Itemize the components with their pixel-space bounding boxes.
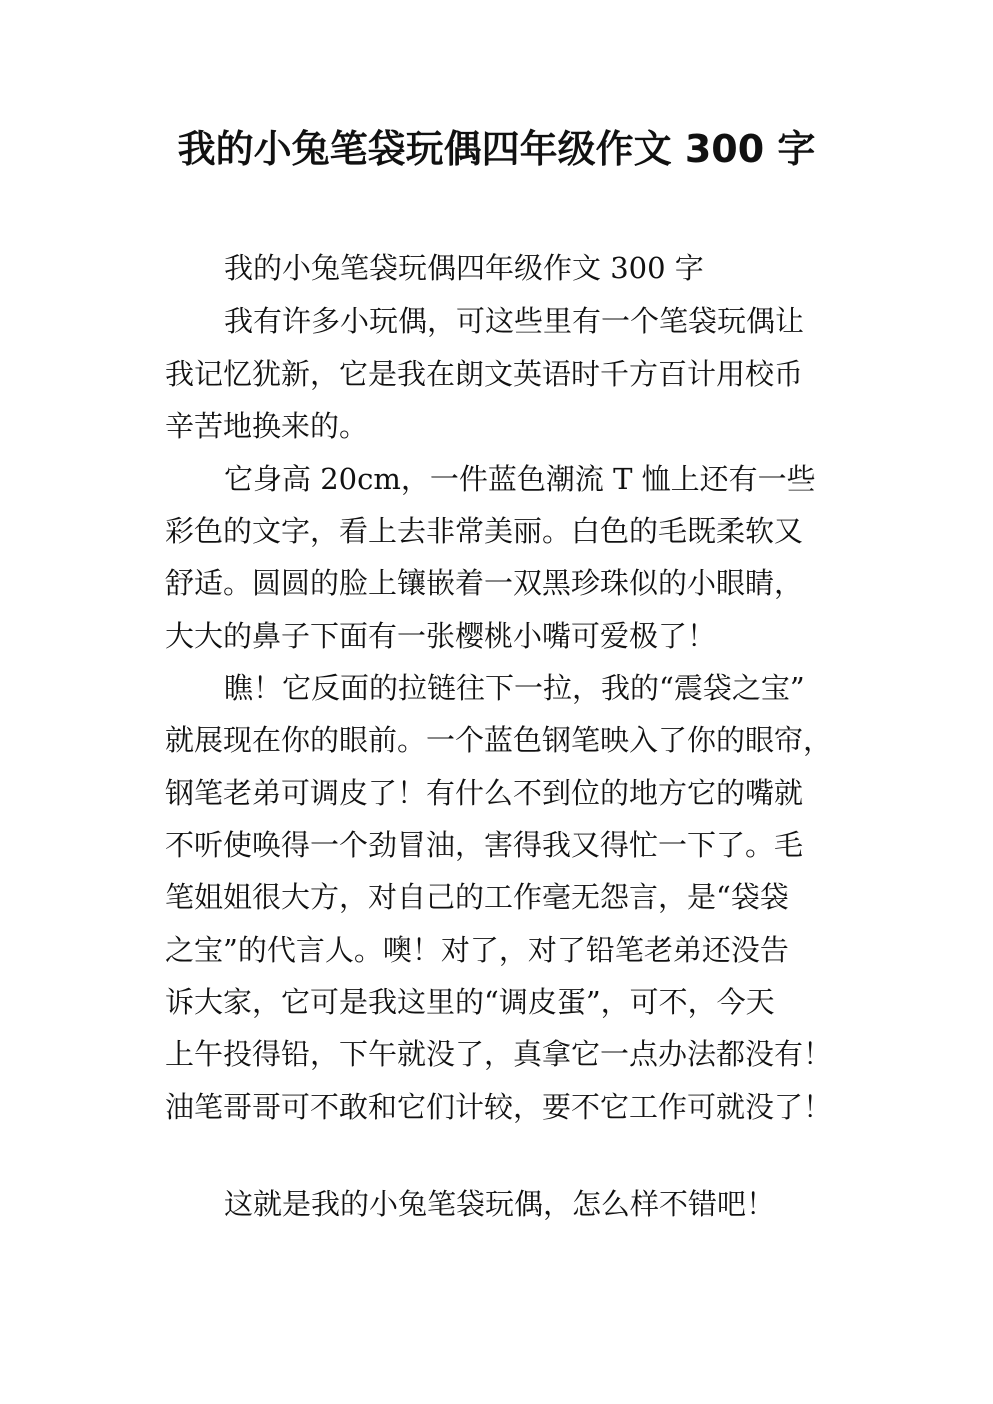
paragraph-3-line-3: 钢笔老弟可调皮了！有什么不到位的地方它的嘴就 bbox=[165, 776, 804, 810]
document-title: 我的小兔笔袋玩偶四年级作文 300 字 bbox=[177, 127, 816, 171]
paragraph-3-line-6: 之宝”的代言人。噢！对了，对了铅笔老弟还没告 bbox=[165, 933, 789, 967]
paragraph-1-line-1: 我有许多小玩偶，可这些里有一个笔袋玩偶让 bbox=[224, 304, 805, 338]
paragraph-3-line-1: 瞧！它反面的拉链往下一拉，我的“震袋之宝” bbox=[224, 671, 805, 705]
paragraph-3-line-9: 油笔哥哥可不敢和它们计较，要不它工作可就没了！ bbox=[165, 1090, 833, 1124]
paragraph-3-line-7: 诉大家，它可是我这里的“调皮蛋”，可不，今天 bbox=[165, 985, 775, 1019]
subtitle-line: 我的小兔笔袋玩偶四年级作文 300 字 bbox=[224, 251, 704, 285]
paragraph-2-line-1: 它身高 20cm，一件蓝色潮流 T 恤上还有一些 bbox=[224, 462, 816, 496]
paragraph-3-line-8: 上午投得铅，下午就没了，真拿它一点办法都没有！ bbox=[165, 1037, 833, 1071]
closing-line: 这就是我的小兔笔袋玩偶，怎么样不错吧！ bbox=[224, 1187, 776, 1221]
paragraph-2-line-3: 舒适。圆圆的脸上镶嵌着一双黑珍珠似的小眼睛， bbox=[165, 566, 804, 600]
paragraph-2-line-2: 彩色的文字，看上去非常美丽。白色的毛既柔软又 bbox=[165, 514, 804, 548]
paragraph-1-line-3: 辛苦地换来的。 bbox=[165, 409, 369, 443]
paragraph-1-line-2: 我记忆犹新，它是我在朗文英语时千方百计用校币 bbox=[165, 357, 804, 391]
paragraph-3-line-5: 笔姐姐很大方，对自己的工作毫无怨言，是“袋袋 bbox=[165, 880, 789, 914]
paragraph-3-line-2: 就展现在你的眼前。一个蓝色钢笔映入了你的眼帘， bbox=[165, 723, 833, 757]
paragraph-2-line-4: 大大的鼻子下面有一张樱桃小嘴可爱极了！ bbox=[165, 619, 717, 653]
paragraph-3-line-4: 不听使唤得一个劲冒油，害得我又得忙一下了。毛 bbox=[165, 828, 804, 862]
